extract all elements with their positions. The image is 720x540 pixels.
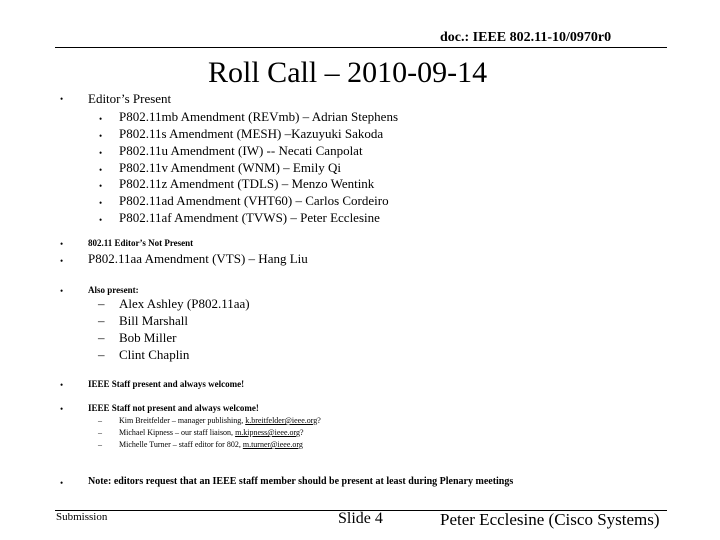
dash: – (98, 416, 102, 425)
sub-bullet: • (99, 165, 103, 175)
dash: – (98, 296, 105, 311)
staff-item (119, 440, 303, 449)
list-item: P802.11af Amendment (TVWS) – Peter Ecclesine (119, 210, 380, 225)
dash: – (98, 313, 105, 328)
staff-item (119, 428, 304, 437)
list-item: P802.11u Amendment (IW) -- Necati Canpolat (119, 143, 363, 158)
sub-bullet: • (99, 131, 103, 141)
header-rule (55, 47, 667, 48)
sub-bullet: • (99, 181, 103, 191)
footer-submission: Submission (56, 511, 108, 523)
editors-present-heading: Editor’s Present (88, 91, 172, 106)
list-item: P802.11z Amendment (TDLS) – Menzo Wentink (119, 176, 375, 191)
dash: – (98, 347, 105, 362)
staff-item (119, 416, 321, 425)
bullet: • (60, 478, 64, 488)
sub-bullet: • (99, 215, 103, 225)
bullet: • (60, 380, 64, 390)
staff-item-text: Michael Kipness – our staff liaison, (119, 428, 236, 437)
sub-bullet: • (99, 148, 103, 158)
dash: – (98, 440, 102, 449)
email-link[interactable]: m.turner@ieee.org (242, 440, 303, 449)
editors-not-present-item: P802.11aa Amendment (VTS) – Hang Liu (88, 251, 308, 266)
email-link[interactable]: m.kipness@ieee.org (235, 428, 301, 437)
also-present-heading: Also present: (88, 285, 139, 295)
footer-author: Peter Ecclesine (Cisco Systems) (440, 510, 660, 529)
dash: – (98, 428, 102, 437)
staff-present-text: IEEE Staff present and always welcome! (88, 379, 245, 389)
slide-title: Roll Call – 2010-09-14 (208, 56, 488, 89)
list-item: Bob Miller (119, 330, 177, 345)
staff-item-text: Michelle Turner – staff editor for 802, (119, 440, 243, 449)
list-item: Bill Marshall (119, 313, 188, 328)
sub-bullet: • (99, 198, 103, 208)
list-item: P802.11mb Amendment (REVmb) – Adrian Stephens (119, 109, 398, 124)
bullet: • (60, 404, 64, 414)
staff-not-present-heading: IEEE Staff not present and always welcome! (88, 403, 259, 413)
email-link[interactable]: k.breitfelder@ieee.org (245, 416, 318, 425)
dash: – (98, 330, 105, 345)
list-item: Alex Ashley (P802.11aa) (119, 296, 250, 311)
bullet: • (60, 286, 64, 296)
list-item: Clint Chaplin (119, 347, 190, 362)
bullet: • (60, 256, 64, 266)
list-item: P802.11ad Amendment (VHT60) – Carlos Cordeiro (119, 193, 389, 208)
sub-bullet: • (99, 114, 103, 124)
staff-item-text: Kim Breitfelder – manager publishing, (119, 416, 246, 425)
document-id: doc.: IEEE 802.11-10/0970r0 (440, 30, 612, 45)
staff-item-suffix: ? (300, 428, 304, 437)
note-text: Note: editors request that an IEEE staff member should be present at least during Plenary meetings (88, 476, 514, 487)
bullet: • (60, 239, 64, 249)
list-item: P802.11v Amendment (WNM) – Emily Qi (119, 160, 341, 175)
footer-slide-number: Slide 4 (338, 510, 383, 527)
editors-not-present-heading: 802.11 Editor’s Not Present (88, 238, 194, 248)
list-item: P802.11s Amendment (MESH) –Kazuyuki Sakoda (119, 126, 384, 141)
bullet: • (60, 94, 64, 104)
staff-item-suffix: ? (317, 416, 321, 425)
